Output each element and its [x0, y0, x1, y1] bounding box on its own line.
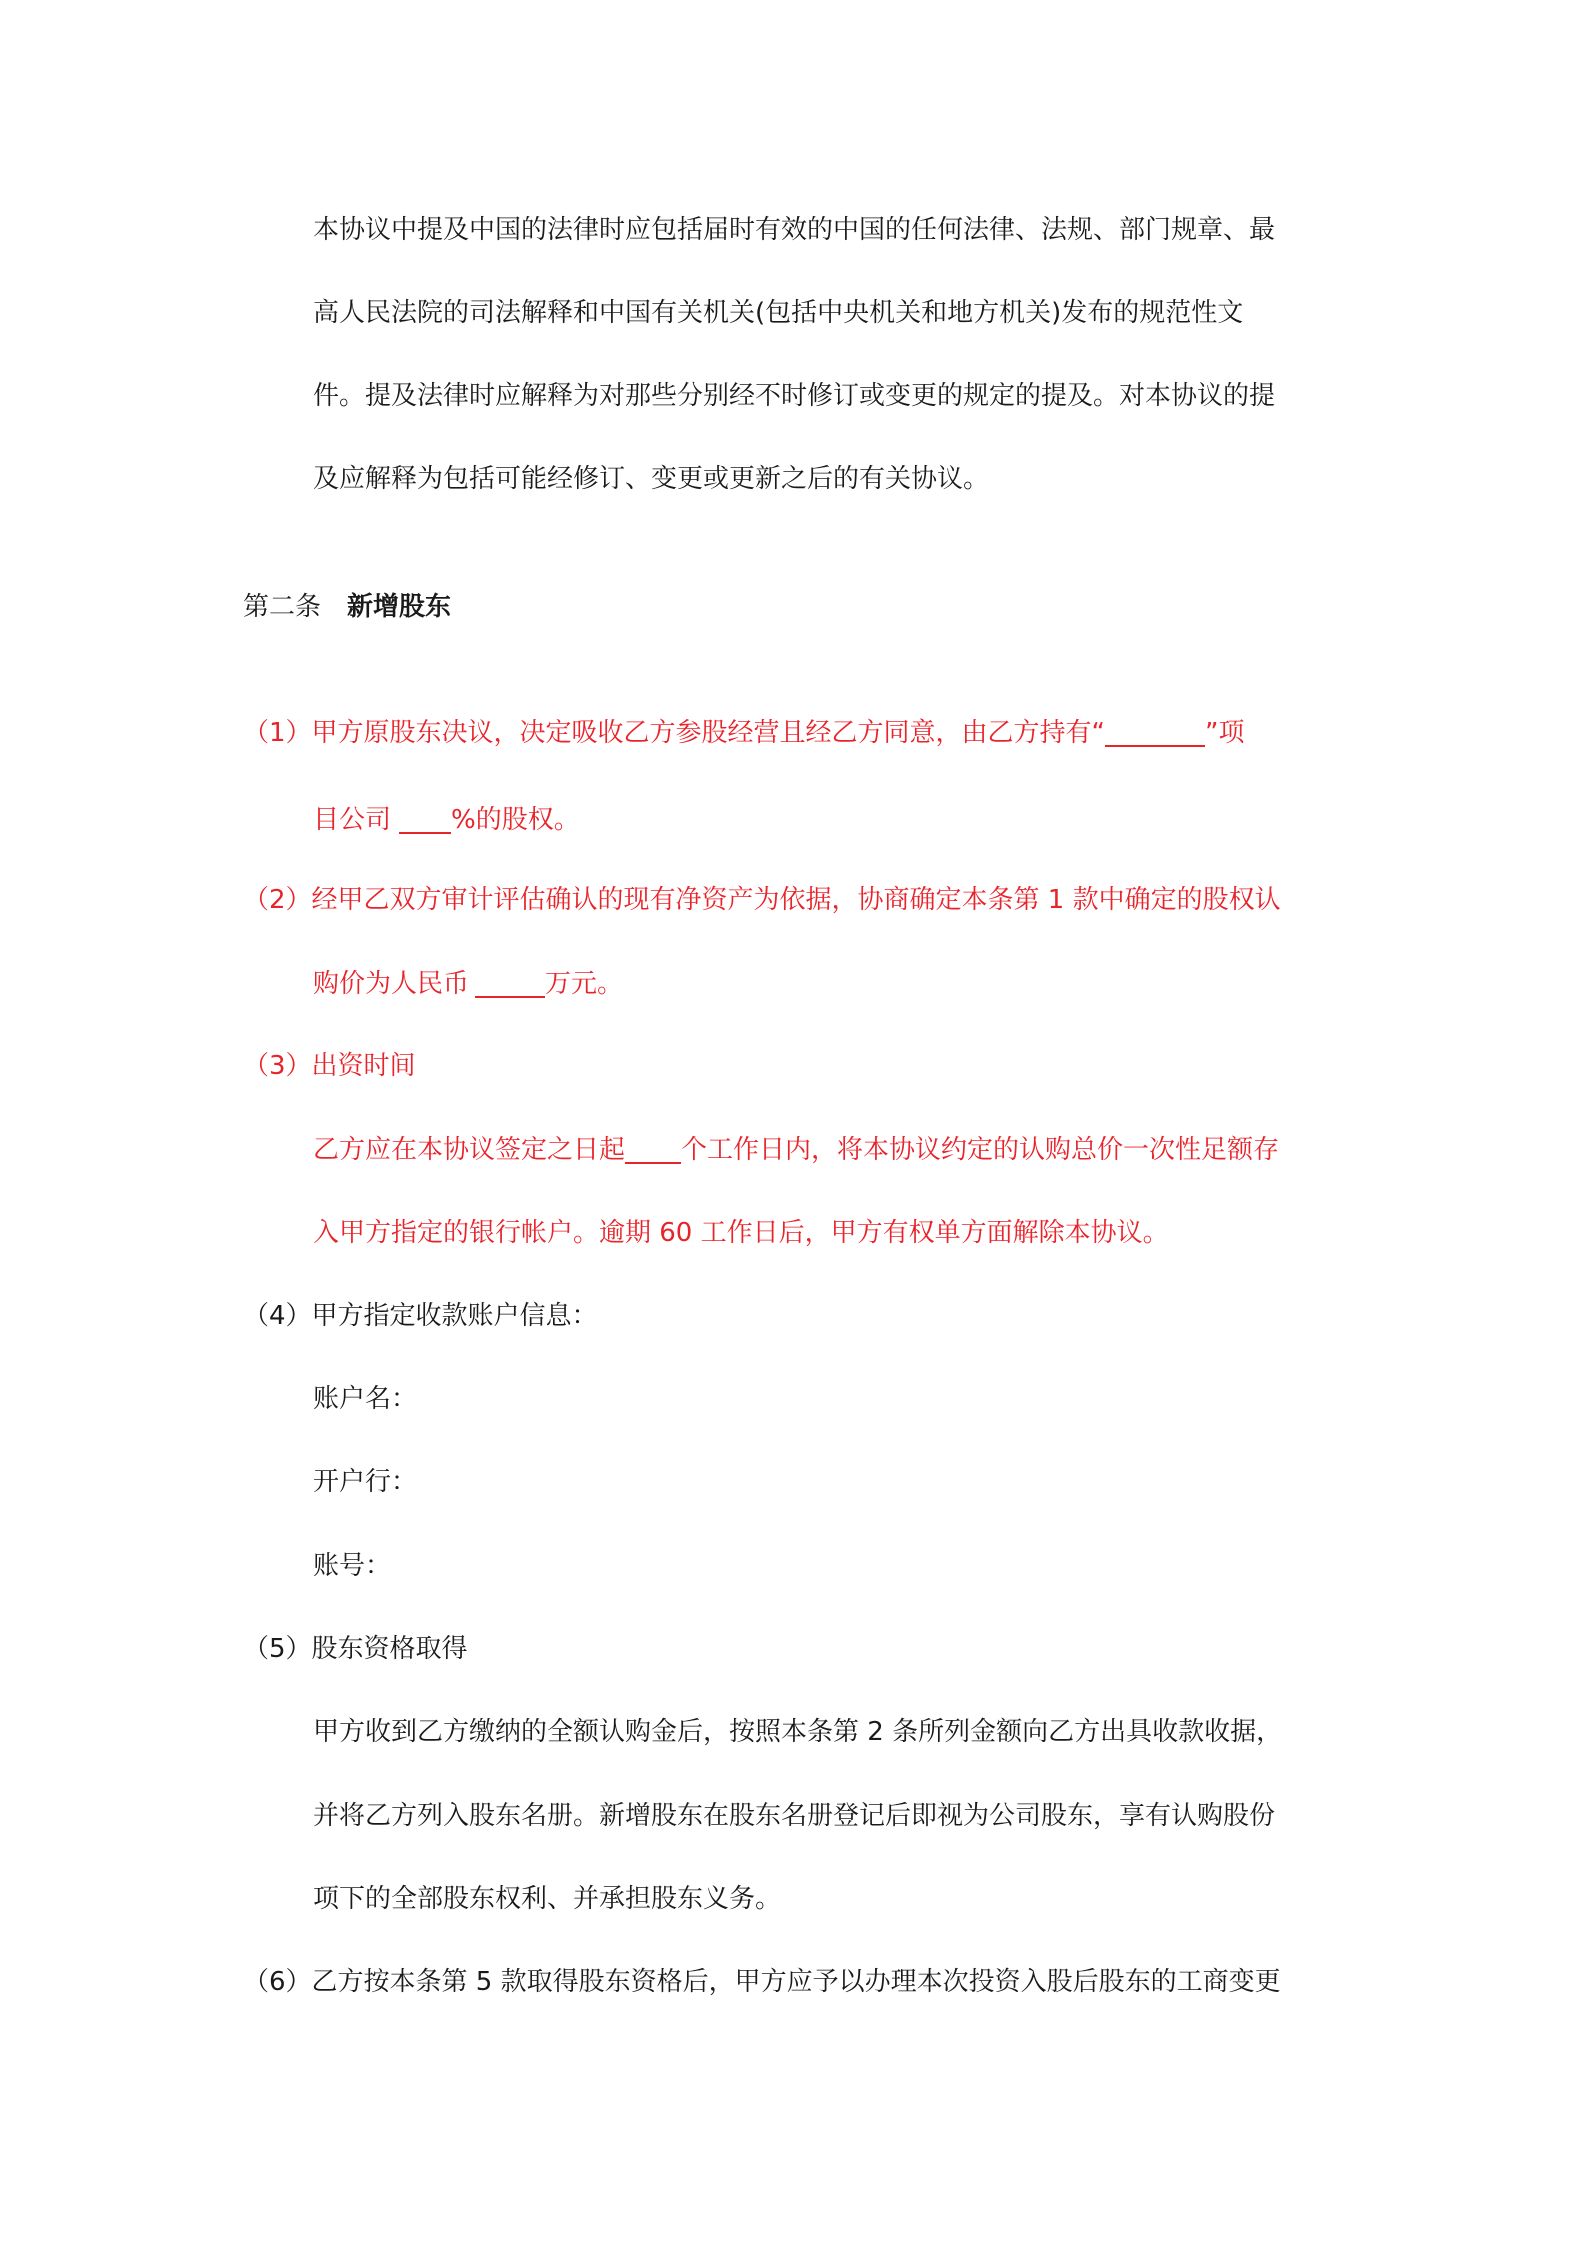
- item-3-title-line: [243, 1046, 416, 1086]
- intro-line-3: 件。提及法律时应解释为对那些分别经不时修订或变更的规定的提及。对本协议的提: [313, 381, 1276, 411]
- account-number-label: 账号：: [313, 1551, 392, 1581]
- item-5-line-2: 并将乙方列入股东名册。新增股东在股东名册登记后即视为公司股东，享有认购股份: [313, 1801, 1276, 1831]
- item-6-line-1: [243, 1962, 1281, 2002]
- item-6-number: （6）: [243, 1967, 312, 1997]
- article-number: 第二条: [243, 592, 322, 622]
- item-3-line-1: [313, 1130, 1279, 1170]
- item-5-line-1: 甲方收到乙方缴纳的全额认购金后，按照本条第 2 条所列金额向乙方出具收款收据，: [313, 1717, 1283, 1747]
- item-1-line-1: [243, 713, 1245, 753]
- item-1-line-2: [313, 800, 580, 840]
- article-title: 新增股东: [347, 592, 452, 622]
- bank-label: 开户行：: [313, 1467, 418, 1497]
- item-4-number: （4）: [243, 1301, 312, 1331]
- item-1-text-end: ”项: [1205, 718, 1245, 748]
- item-2-number: （2）: [243, 885, 312, 915]
- item-4-title: 甲方指定收款账户信息：: [311, 1301, 598, 1331]
- intro-line-2: 高人民法院的司法解释和中国有关机关(包括中央机关和地方机关)发布的规范性文: [313, 298, 1244, 328]
- item-1-number: （1）: [243, 718, 312, 748]
- item-2-line-1: [243, 880, 1281, 920]
- item-1-text-company: 目公司: [313, 805, 392, 835]
- subscription-price-blank[interactable]: [475, 966, 545, 998]
- item-2-text-unit: 万元。: [545, 969, 624, 999]
- item-3-line-2: 入甲方指定的银行帐户。逾期 60 工作日后，甲方有权单方面解除本协议。: [313, 1218, 1169, 1248]
- item-1-text: 甲方原股东决议，决定吸收乙方参股经营且经乙方同意，由乙方持有“: [311, 718, 1106, 748]
- item-3-text-b: 个工作日内，将本协议约定的认购总价一次性足额存: [681, 1135, 1280, 1165]
- item-2-text: 经甲乙双方审计评估确认的现有净资产为依据，协商确定本条第 1 款中确定的股权认: [311, 885, 1281, 915]
- item-2-text-price: 购价为人民币: [313, 969, 470, 999]
- equity-percent-blank[interactable]: [399, 802, 451, 834]
- working-days-blank[interactable]: [625, 1132, 681, 1164]
- item-5-title: 股东资格取得: [311, 1634, 468, 1664]
- item-6-text: 乙方按本条第 5 款取得股东资格后，甲方应予以办理本次投资入股后股东的工商变更: [311, 1967, 1281, 1997]
- item-5-line-3: 项下的全部股东权利、并承担股东义务。: [313, 1884, 782, 1914]
- item-2-line-2: [313, 964, 623, 1004]
- item-3-title: 出资时间: [311, 1051, 416, 1081]
- intro-line-1: 本协议中提及中国的法律时应包括届时有效的中国的任何法律、法规、部门规章、最: [313, 215, 1276, 245]
- item-3-number: （3）: [243, 1051, 312, 1081]
- project-name-blank[interactable]: [1105, 715, 1205, 747]
- item-5-title-line: [243, 1629, 468, 1669]
- item-3-text-a: 乙方应在本协议签定之日起: [313, 1135, 626, 1165]
- item-5-number: （5）: [243, 1634, 312, 1664]
- item-1-text-equity: %的股权。: [451, 805, 580, 835]
- article-heading: [243, 587, 451, 627]
- intro-line-4: 及应解释为包括可能经修订、变更或更新之后的有关协议。: [313, 464, 990, 494]
- account-name-label: 账户名：: [313, 1384, 418, 1414]
- item-4-title-line: [243, 1296, 598, 1336]
